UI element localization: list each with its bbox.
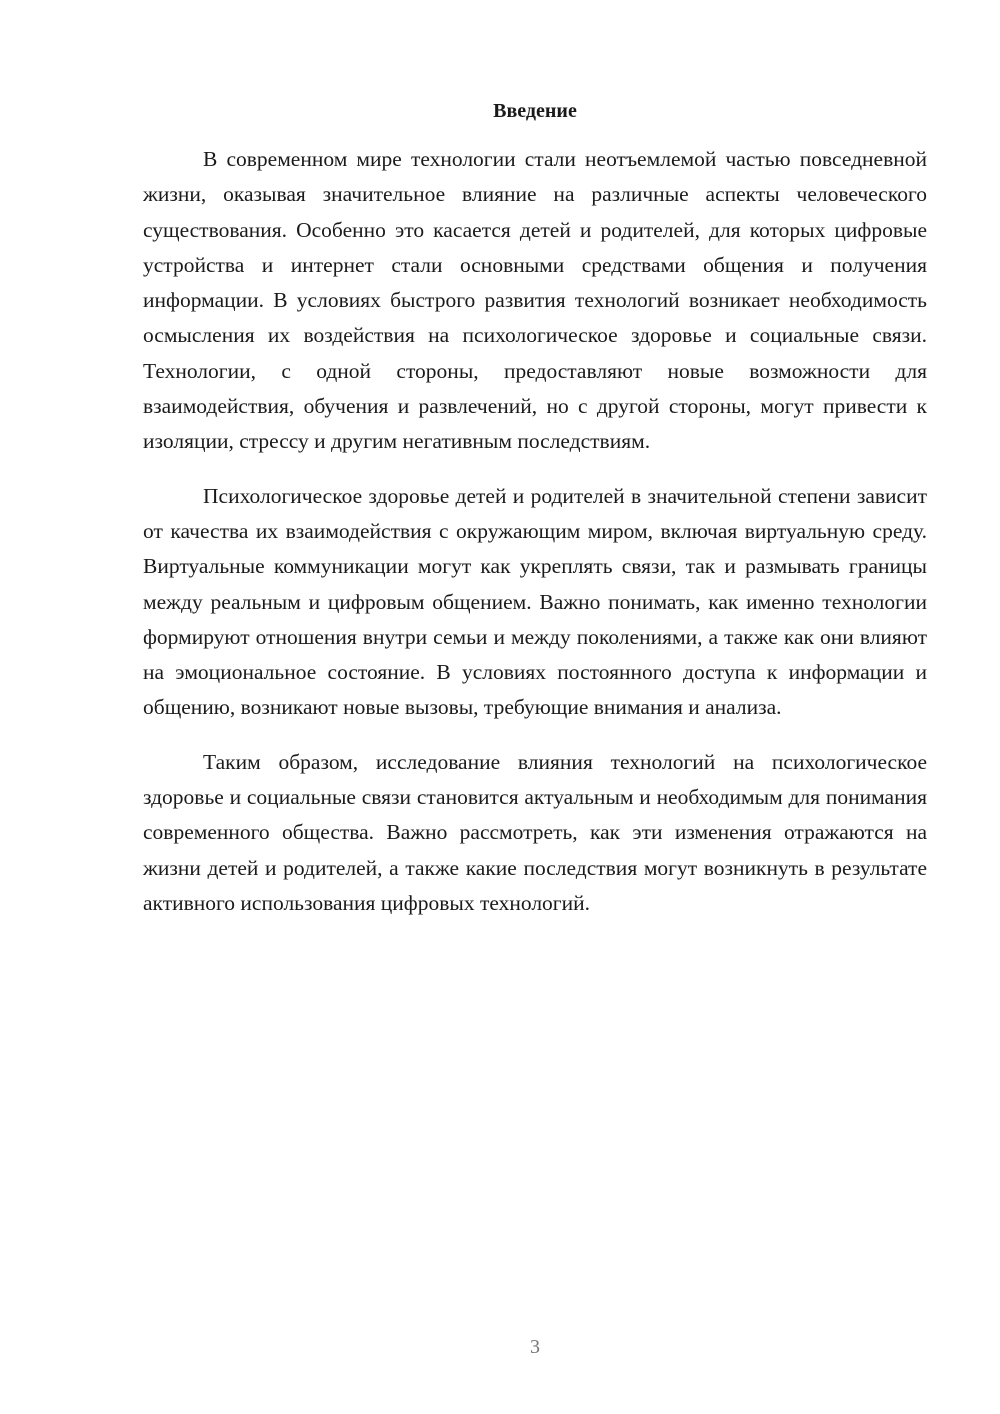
body-text	[143, 142, 927, 940]
paragraph-1: В современном мире технологии стали неотъемлемой частью повседневной жизни, оказывая значительное влияние на различные аспекты человеческого существования. Особенно это касается детей и родителей, для которых цифровые устройства и интернет стали основными средствами общения и получения информации. В условиях быстрого развития технологий возникает необходимость осмысления их воздействия на психологическое здоровье и социальные связи. Технологии, с одной стороны, предоставляют новые возможности для взаимодействия, обучения и развлечений, но с другой стороны, могут привести к изоляции, стрессу и другим негативным последствиям.	[143, 147, 927, 454]
page-number: 3	[530, 1336, 540, 1358]
section-title: Введение	[493, 100, 577, 122]
paragraph-2: Психологическое здоровье детей и родителей в значительной степени зависит от качества их взаимодействия с окружающим миром, включая виртуальную среду. Виртуальные коммуникации могут как укреплять связи, так и размывать границы между реальным и цифровым общением. Важно понимать, как именно технологии формируют отношения внутри семьи и между поколениями, а также как они влияют на эмоциональное состояние. В условиях постоянного доступа к информации и общению, возникают новые вызовы, требующие внимания и анализа.	[143, 483, 927, 720]
paragraph-3: Таким образом, исследование влияния технологий на психологическое здоровье и социальные связи становится актуальным и необходимым для понимания современного общества. Важно рассмотреть, как эти изменения отражаются на жизни детей и родителей, а также какие последствия могут возникнуть в результате активного использования цифровых технологий.	[143, 749, 927, 915]
